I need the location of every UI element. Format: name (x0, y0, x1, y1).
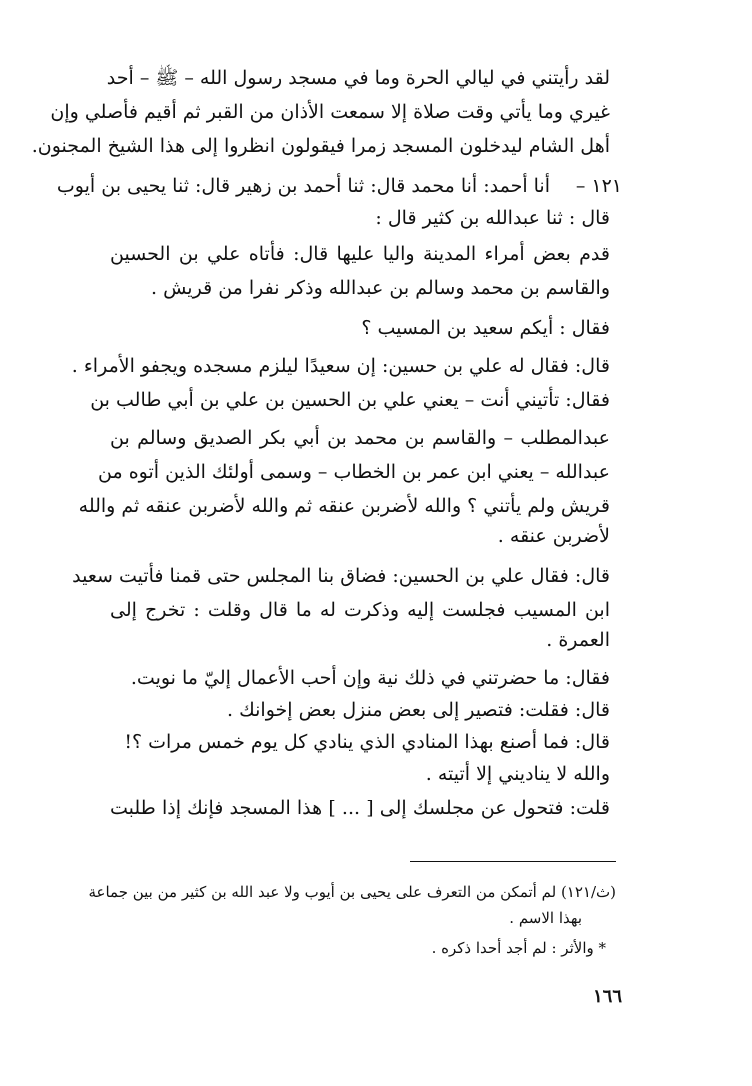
text-line-15: قال: فقال علي بن الحسين: فضاق بنا المجلس حتى قمنا فأتيت سعيد (72, 565, 610, 587)
text-line-4: أنا أحمد: أنا محمد قال: ثنا أحمد بن زهير قال: ثنا يحيى بن أيوب (56, 175, 550, 197)
text-line-7: والقاسم بن محمد وسالم بن عبدالله وذكر نفرا من قريش . (151, 277, 610, 299)
text-line-13: قريش ولم يأتني ؟ والله لأضربن عنقه ثم والله لأضربن عنقه ثم والله (78, 495, 610, 517)
text-line-12: عبدالله – يعني ابن عمر بن الخطاب – وسمى أولئك الذين أتوه من (98, 461, 610, 483)
footnote-1: (ث/١٢١) لم أتمكن من التعرف على يحيى بن أيوب ولا عبد الله بن كثير من بين جماعة (88, 883, 616, 901)
text-line-18: فقال: ما حضرتني في ذلك نية وإن أحب الأعمال إليّ ما نويت. (130, 667, 610, 689)
text-line-16: ابن المسيب فجلست إليه وذكرت له ما قال وقلت : تخرج إلى (110, 599, 610, 621)
text-line-21: والله لا يناديني إلا أتيته . (425, 763, 610, 785)
text-line-10: فقال: تأتيني أنت – يعني علي بن الحسين بن علي بن أبي طالب بن (90, 389, 610, 411)
text-line-1: لقد رأيتني في ليالي الحرة وما في مسجد رسول الله – ﷺ – أحد (106, 67, 610, 89)
text-line-2: غيري وما يأتي وقت صلاة إلا سمعت الأذان من القبر ثم أقيم فأصلي وإن (50, 101, 610, 123)
footnote-1-continued: بهذا الاسم . (509, 909, 582, 927)
text-line-9: قال: فقال له علي بن حسين: إن سعيدًا ليلزم مسجده ويجفو الأمراء . (71, 355, 610, 377)
text-line-17: العمرة . (546, 629, 610, 651)
page-number: ١٦٦ (592, 986, 622, 1007)
text-line-19: قال: فقلت: فتصير إلى بعض منزل بعض إخوانك . (227, 699, 610, 721)
text-line-6: قدم بعض أمراء المدينة واليا عليها قال: فأتاه علي بن الحسين (110, 243, 610, 265)
text-line-22: قلت: فتحول عن مجلسك إلى [ ... ] هذا المسجد فإنك إذا طلبت (110, 797, 610, 819)
footnote-divider (410, 861, 616, 862)
footnote-2: * والأثر : لم أجد أحدا ذكره . (431, 939, 606, 957)
text-line-8: فقال : أيكم سعيد بن المسيب ؟ (361, 317, 610, 339)
text-line-20: قال: فما أصنع بهذا المنادي الذي ينادي كل يوم خمس مرات ؟! (124, 731, 610, 753)
text-line-3: أهل الشام ليدخلون المسجد زمرا فيقولون انظروا إلى هذا الشيخ المجنون. (31, 135, 610, 157)
text-line-14: لأضربن عنقه . (497, 525, 610, 547)
entry-number: ١٢١ – (575, 175, 622, 197)
text-line-11: عبدالمطلب – والقاسم بن محمد بن أبي بكر الصديق وسالم بن (110, 427, 610, 449)
text-line-5: قال : ثنا عبدالله بن كثير قال : (375, 207, 610, 229)
